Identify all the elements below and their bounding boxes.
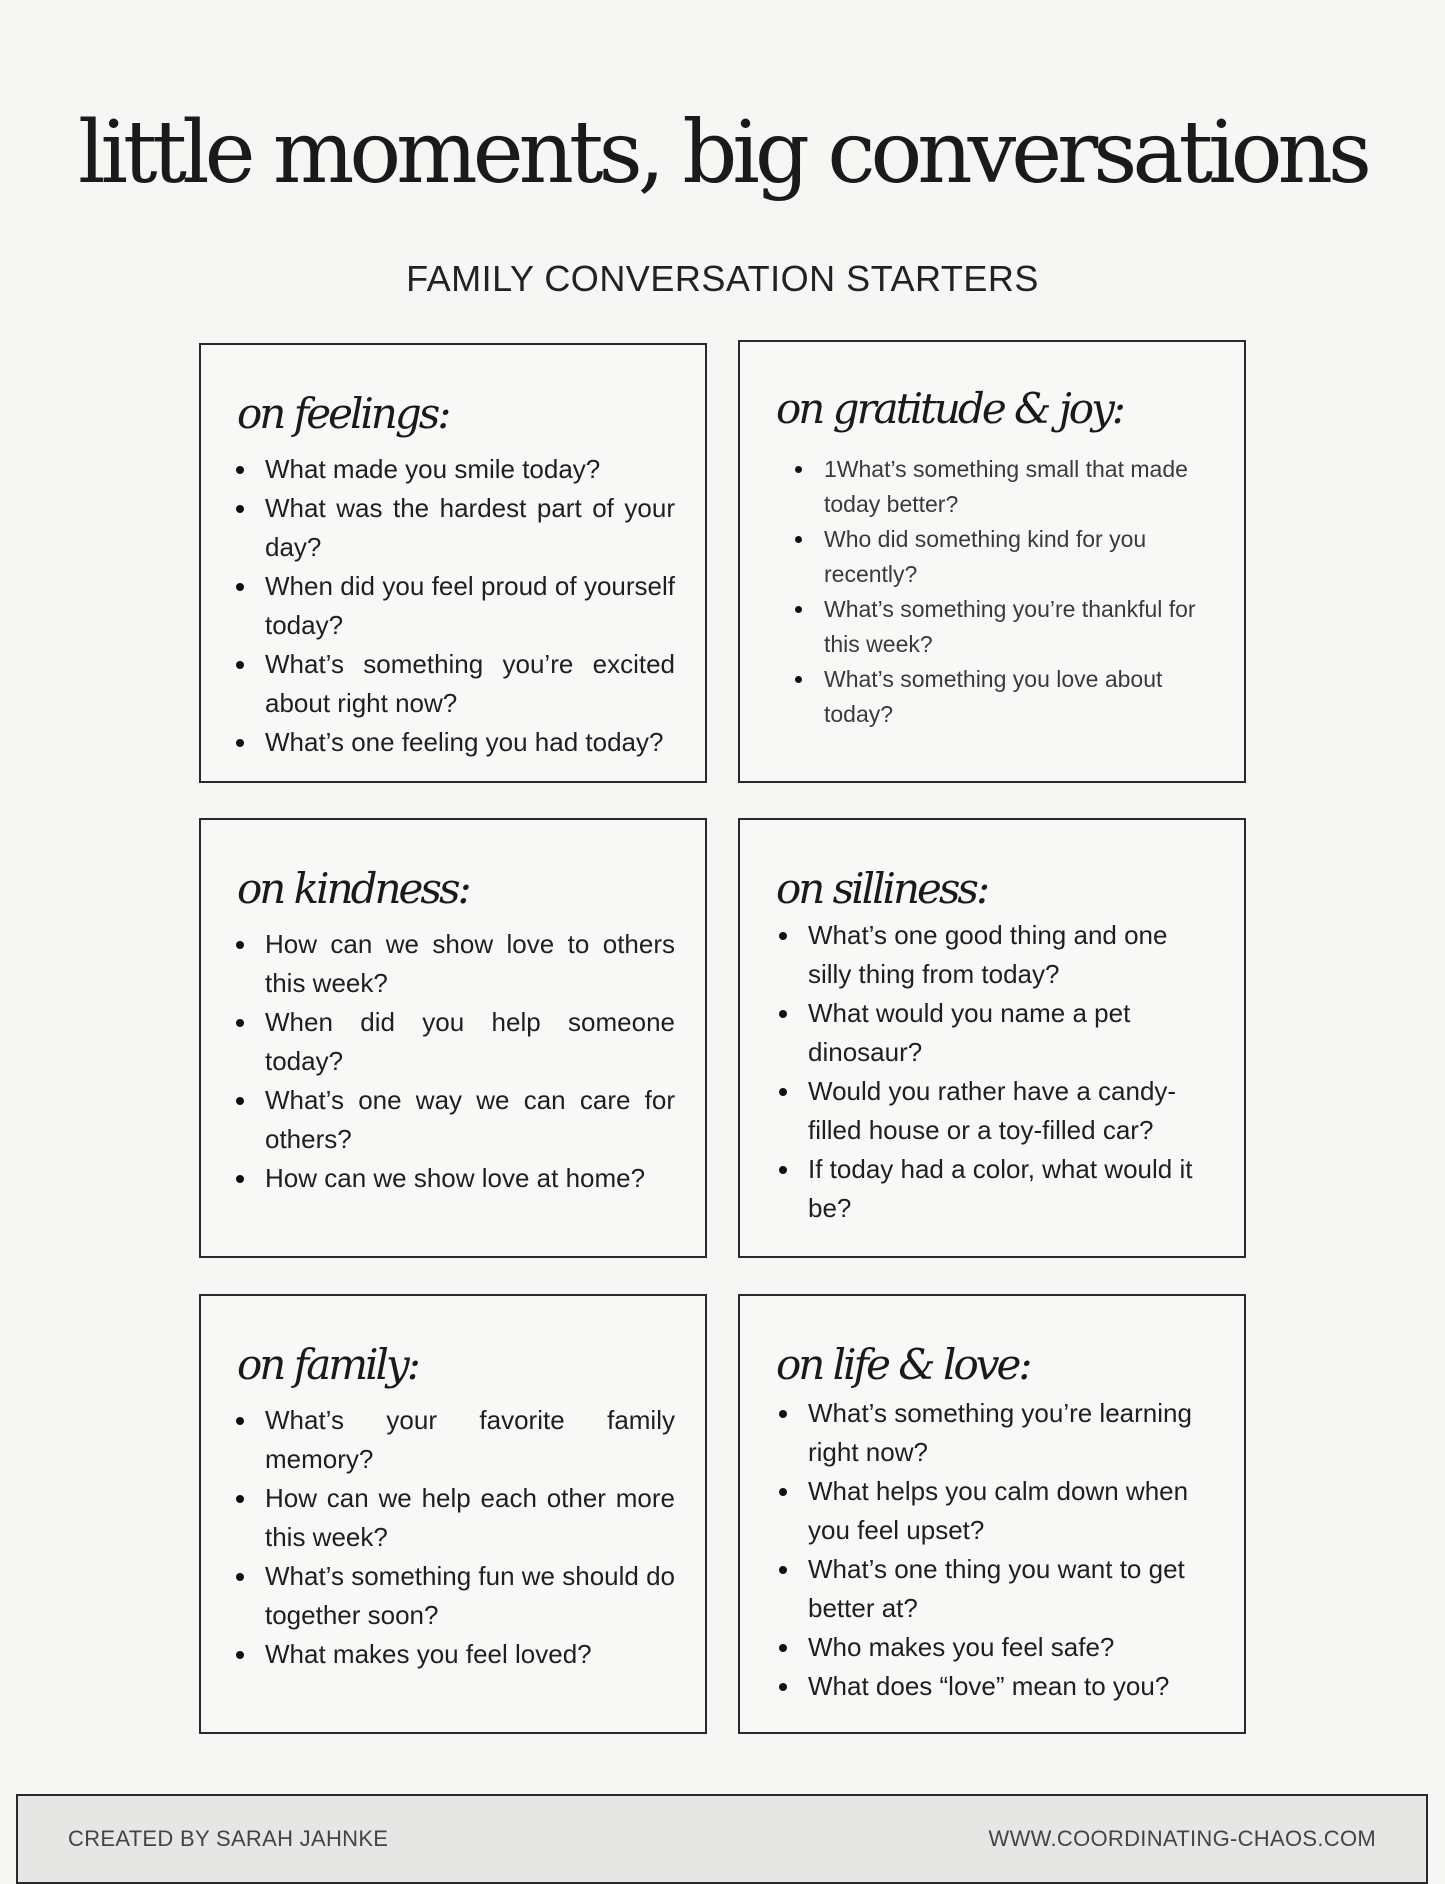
question-item: What’s one way we can care for others? [235, 1081, 675, 1159]
question-item: If today had a color, what would it be? [778, 1150, 1218, 1228]
page-title: little moments, big conversations [77, 103, 1368, 203]
card-family [199, 1294, 707, 1734]
question-item: When did you feel proud of yourself today? [235, 567, 675, 645]
footer-credit: CREATED BY SARAH JAHNKE [68, 1826, 389, 1851]
question-list [778, 916, 1218, 1228]
question-item: What’s one thing you want to get better at? [778, 1550, 1218, 1628]
question-item: What helps you calm down when you feel upset? [778, 1472, 1218, 1550]
question-item: What was the hardest part of your day? [235, 489, 675, 567]
card-heading: on kindness: [237, 864, 469, 913]
question-item: What does “love” mean to you? [778, 1667, 1218, 1706]
question-item: What’s one good thing and one silly thing from today? [778, 916, 1218, 994]
footer-website: WWW.COORDINATING-CHAOS.COM [988, 1826, 1376, 1851]
question-item: How can we show love to others this week? [235, 925, 675, 1003]
question-item: What makes you feel loved? [235, 1635, 675, 1674]
question-item: 1What’s something small that made today better? [794, 452, 1204, 522]
question-item: What made you smile today? [235, 450, 675, 489]
question-item: What’s something you’re learning right now? [778, 1394, 1218, 1472]
question-item: How can we help each other more this week? [235, 1479, 675, 1557]
question-item: What would you name a pet dinosaur? [778, 994, 1218, 1072]
page-subtitle: FAMILY CONVERSATION STARTERS [406, 258, 1039, 299]
question-item: Who did something kind for you recently? [794, 522, 1204, 592]
card-feelings [199, 343, 707, 783]
question-item: What’s your favorite family memory? [235, 1401, 675, 1479]
card-life-love [738, 1294, 1246, 1734]
card-heading: on family: [237, 1340, 418, 1389]
question-item: What’s one feeling you had today? [235, 723, 675, 762]
question-item: What’s something you love about today? [794, 662, 1204, 732]
question-item: What’s something you’re excited about right now? [235, 645, 675, 723]
question-item: How can we show love at home? [235, 1159, 675, 1198]
question-item: Who makes you feel safe? [778, 1628, 1218, 1667]
question-list [235, 925, 675, 1198]
footer-bar [16, 1794, 1428, 1884]
card-heading: on life & love: [776, 1340, 1030, 1389]
question-item: What’s something fun we should do together soon? [235, 1557, 675, 1635]
card-silliness [738, 818, 1246, 1258]
question-list [235, 1401, 675, 1674]
question-item: When did you help someone today? [235, 1003, 675, 1081]
question-list [794, 452, 1204, 732]
question-item: Would you rather have a candy-filled house or a toy-filled car? [778, 1072, 1218, 1150]
card-kindness [199, 818, 707, 1258]
question-item: What’s something you’re thankful for this week? [794, 592, 1204, 662]
card-gratitude-joy [738, 340, 1246, 783]
question-list [235, 450, 675, 762]
card-heading: on feelings: [237, 389, 449, 438]
card-heading: on silliness: [776, 864, 988, 913]
question-list [778, 1394, 1218, 1706]
card-heading: on gratitude & joy: [776, 384, 1123, 433]
